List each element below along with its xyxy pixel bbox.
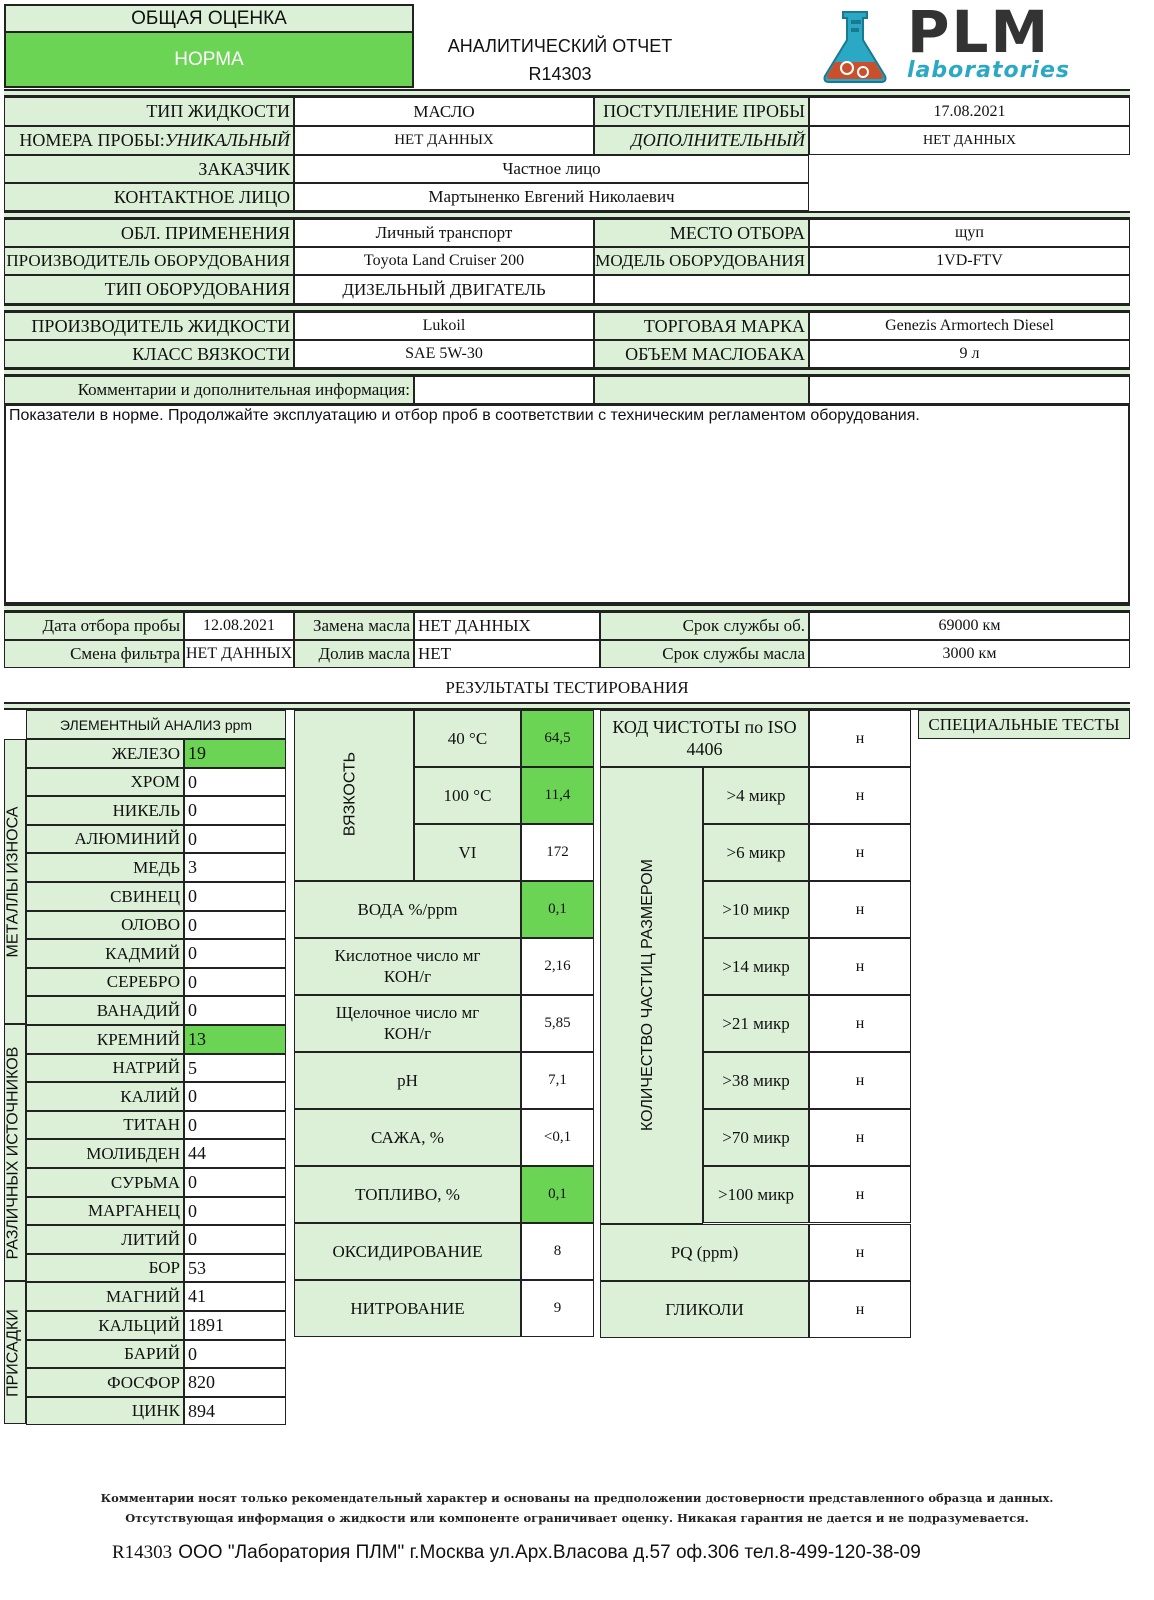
iso-code-label: КОД ЧИСТОТЫ по ISO 4406 xyxy=(600,710,809,767)
comments-label: Комментарии и дополнительная информация: xyxy=(4,376,414,404)
particle-count-value: н xyxy=(809,881,911,938)
element-name: НИКЕЛЬ xyxy=(26,796,184,825)
particle-count-value: н xyxy=(809,1166,911,1223)
oil-life-value: 3000 км xyxy=(809,640,1130,668)
sample-numbers-label-text: НОМЕРА ПРОБЫ: xyxy=(19,130,165,150)
footer-company: ООО "Лаборатория ПЛМ" г.Москва ул.Арх.Власова д.57 оф.306 тел.8-499-120-38-09 xyxy=(178,1542,921,1563)
tank-volume-label: ОБЪЕМ МАСЛОБАКА xyxy=(594,340,809,368)
comments-box xyxy=(4,404,1130,604)
brand-label: ТОРГОВАЯ МАРКА xyxy=(594,312,809,340)
oxidation-label: ОКСИДИРОВАНИЕ xyxy=(294,1223,521,1280)
tbn-value: 5,85 xyxy=(521,995,594,1052)
tank-volume-value: 9 л xyxy=(809,340,1130,368)
brand-value: Genezis Armortech Diesel xyxy=(809,312,1130,340)
element-value: 0 xyxy=(184,1111,286,1139)
received-label: ПОСТУПЛЕНИЕ ПРОБЫ xyxy=(594,97,809,126)
element-name: СУРЬМА xyxy=(26,1168,184,1197)
element-name: СЕРЕБРО xyxy=(26,968,184,996)
particle-size-label: >21 микр xyxy=(703,995,809,1052)
element-value: 894 xyxy=(184,1397,286,1425)
oxidation-value: 8 xyxy=(521,1223,594,1280)
fluid-type-value: МАСЛО xyxy=(294,97,594,126)
topup-value: НЕТ xyxy=(414,640,600,668)
received-value: 17.08.2021 xyxy=(809,97,1130,126)
particle-count-value: н xyxy=(809,824,911,881)
comments-text: Показатели в норме. Продолжайте эксплуатацию и отбор проб в соответствии с техническим регламентом оборудования. xyxy=(9,407,920,424)
element-name: ЖЕЛЕЗО xyxy=(26,739,184,768)
group-various-sources-label: РАЗЛИЧНЫХ ИСТОЧНИКОВ xyxy=(4,1046,22,1260)
particle-size-label: >100 микр xyxy=(703,1166,809,1223)
viscosity-class-value: SAE 5W-30 xyxy=(294,340,594,368)
glycol-label: ГЛИКОЛИ xyxy=(600,1281,809,1338)
viscosity-class-label: КЛАСС ВЯЗКОСТИ xyxy=(4,340,294,368)
element-value: 5 xyxy=(184,1054,286,1082)
element-name: КАЛЬЦИЙ xyxy=(26,1311,184,1340)
element-value: 44 xyxy=(184,1139,286,1168)
sampling-point-value: щуп xyxy=(809,219,1130,247)
footer-note-2: Отсутствующая информация о жидкости или компоненте ограничивает оценку. Никакая гарантия не дается и не подразумевается. xyxy=(125,1511,1029,1525)
element-value: 0 xyxy=(184,1168,286,1197)
water-label: ВОДА %/ppm xyxy=(294,881,521,938)
element-name: ХРОМ xyxy=(26,768,184,796)
filter-change-value: НЕТ ДАННЫХ xyxy=(184,640,294,668)
element-value: 0 xyxy=(184,1340,286,1368)
element-value: 0 xyxy=(184,882,286,911)
particle-size-label: >70 микр xyxy=(703,1109,809,1166)
element-name: МАГНИЙ xyxy=(26,1282,184,1311)
sampling-point-label: МЕСТО ОТБОРА xyxy=(594,219,809,247)
ph-label: pH xyxy=(294,1052,521,1109)
fluid-producer-label: ПРОИЗВОДИТЕЛЬ ЖИДКОСТИ xyxy=(4,312,294,340)
ph-value: 7,1 xyxy=(521,1052,594,1109)
v100-label: 100 °C xyxy=(414,767,521,824)
element-name: СВИНЕЦ xyxy=(26,882,184,911)
element-name: ВАНАДИЙ xyxy=(26,996,184,1025)
element-value: 0 xyxy=(184,911,286,939)
element-name: БАРИЙ xyxy=(26,1340,184,1368)
soot-value: <0,1 xyxy=(521,1109,594,1166)
equipment-life-label: Срок службы об. xyxy=(600,612,809,640)
footer-report-number: R14303 xyxy=(112,1542,173,1563)
additional-number-value: НЕТ ДАННЫХ xyxy=(809,126,1130,155)
element-name: БОР xyxy=(26,1254,184,1282)
customer-value: Частное лицо xyxy=(294,155,809,183)
soot-label: САЖА, % xyxy=(294,1109,521,1166)
fluid-producer-value: Lukoil xyxy=(294,312,594,340)
element-name: КРЕМНИЙ xyxy=(26,1025,184,1054)
v100-value: 11,4 xyxy=(521,767,594,824)
additional-number-label: ДОПОЛНИТЕЛЬНЫЙ xyxy=(594,126,809,155)
element-name: КАДМИЙ xyxy=(26,939,184,968)
oil-change-label: Замена масла xyxy=(294,612,414,640)
element-value: 53 xyxy=(184,1254,286,1282)
element-name: АЛЮМИНИЙ xyxy=(26,825,184,853)
iso-code-value: н xyxy=(809,710,911,767)
particle-count-value: н xyxy=(809,938,911,995)
equipment-manufacturer-value: Toyota Land Cruiser 200 xyxy=(294,247,594,275)
particle-size-label: >4 микр xyxy=(703,767,809,824)
equipment-type-label: ТИП ОБОРУДОВАНИЯ xyxy=(4,275,294,304)
group-additives-label: ПРИСАДКИ xyxy=(4,1309,22,1397)
element-value: 0 xyxy=(184,796,286,825)
v40-value: 64,5 xyxy=(521,710,594,767)
flask-gear-icon xyxy=(815,6,900,86)
tan-value: 2,16 xyxy=(521,938,594,995)
application-label: ОБЛ. ПРИМЕНЕНИЯ xyxy=(4,219,294,247)
equipment-model-value: 1VD-FTV xyxy=(809,247,1130,275)
topup-label: Долив масла xyxy=(294,640,414,668)
particle-count-group-label: КОЛИЧЕСТВО ЧАСТИЦ РАЗМЕРОМ xyxy=(639,859,656,1131)
vi-value: 172 xyxy=(521,824,594,881)
tbn-label: Щелочное число мг КОН/г xyxy=(294,995,521,1052)
sample-date-value: 12.08.2021 xyxy=(184,612,294,640)
unique-number-value: НЕТ ДАННЫХ xyxy=(294,126,594,155)
report-title: АНАЛИТИЧЕСКИЙ ОТЧЕТ xyxy=(447,36,673,56)
viscosity-group-label: ВЯЗКОСТЬ xyxy=(341,751,359,837)
element-name: ОЛОВО xyxy=(26,911,184,939)
special-tests-label: СПЕЦИАЛЬНЫЕ ТЕСТЫ xyxy=(918,710,1130,739)
element-value: 41 xyxy=(184,1282,286,1311)
logo-text-plm: PLM xyxy=(907,0,1051,66)
particle-count-value: н xyxy=(809,767,911,824)
element-name: ЛИТИЙ xyxy=(26,1225,184,1254)
tan-label: Кислотное число мг КОН/г xyxy=(294,938,521,995)
contact-value: Мартыненко Евгений Николаевич xyxy=(294,183,809,211)
particle-size-label: >14 микр xyxy=(703,938,809,995)
contact-label: КОНТАКТНОЕ ЛИЦО xyxy=(4,183,294,211)
elements-title: ЭЛЕМЕНТНЫЙ АНАЛИЗ ppm xyxy=(26,710,286,739)
sample-date-label: Дата отбора пробы xyxy=(4,612,184,640)
element-name: МАРГАНЕЦ xyxy=(26,1197,184,1225)
element-value: 0 xyxy=(184,1225,286,1254)
plm-logo xyxy=(815,0,1120,86)
element-name: ФОСФОР xyxy=(26,1368,184,1397)
customer-label: ЗАКАЗЧИК xyxy=(4,155,294,183)
group-wear-metals-label: МЕТАЛЛЫ ИЗНОСА xyxy=(4,806,22,958)
logo-text-laboratories: laboratories xyxy=(907,58,1070,83)
particle-size-label: >10 микр xyxy=(703,881,809,938)
sample-numbers-label xyxy=(4,126,294,155)
sample-numbers-label-unique: УНИКАЛЬНЫЙ xyxy=(164,130,290,150)
vi-label: VI xyxy=(414,824,521,881)
equipment-life-value: 69000 км xyxy=(809,612,1130,640)
element-value: 820 xyxy=(184,1368,286,1397)
element-value: 13 xyxy=(184,1025,286,1054)
water-value: 0,1 xyxy=(521,881,594,938)
application-value: Личный транспорт xyxy=(294,219,594,247)
particle-size-label: >38 микр xyxy=(703,1052,809,1109)
element-name: МОЛИБДЕН xyxy=(26,1139,184,1168)
element-value: 0 xyxy=(184,996,286,1025)
particle-count-value: н xyxy=(809,1052,911,1109)
nitration-label: НИТРОВАНИЕ xyxy=(294,1280,521,1337)
oil-life-label: Срок службы масла xyxy=(600,640,809,668)
element-name: НАТРИЙ xyxy=(26,1054,184,1082)
element-value: 3 xyxy=(184,853,286,882)
filter-change-label: Смена фильтра xyxy=(4,640,184,668)
fluid-type-label: ТИП ЖИДКОСТИ xyxy=(4,97,294,126)
report-number: R14303 xyxy=(528,64,592,84)
element-value: 0 xyxy=(184,768,286,796)
element-value: 0 xyxy=(184,1197,286,1225)
footer-company-line xyxy=(112,1541,1072,1564)
equipment-manufacturer-label: ПРОИЗВОДИТЕЛЬ ОБОРУДОВАНИЯ xyxy=(4,247,294,275)
pq-label: PQ (ppm) xyxy=(600,1224,809,1281)
element-name: ЦИНК xyxy=(26,1397,184,1425)
particle-size-label: >6 микр xyxy=(703,824,809,881)
element-value: 1891 xyxy=(184,1311,286,1340)
particle-count-value: н xyxy=(809,1109,911,1166)
element-value: 19 xyxy=(184,739,286,768)
oil-change-value: НЕТ ДАННЫХ xyxy=(414,612,600,640)
element-value: 0 xyxy=(184,939,286,968)
element-value: 0 xyxy=(184,968,286,996)
nitration-value: 9 xyxy=(521,1280,594,1337)
overall-assessment-value: НОРМА xyxy=(4,32,414,88)
equipment-type-value: ДИЗЕЛЬНЫЙ ДВИГАТЕЛЬ xyxy=(294,275,594,304)
element-value: 0 xyxy=(184,825,286,853)
glycol-value: н xyxy=(809,1281,911,1338)
particle-count-value: н xyxy=(809,995,911,1052)
fuel-label: ТОПЛИВО, % xyxy=(294,1166,521,1223)
element-name: ТИТАН xyxy=(26,1111,184,1139)
overall-assessment-label: ОБЩАЯ ОЦЕНКА xyxy=(4,4,414,32)
equipment-model-label: МОДЕЛЬ ОБОРУДОВАНИЯ xyxy=(594,247,809,275)
pq-value: н xyxy=(809,1224,911,1281)
element-value: 0 xyxy=(184,1082,286,1111)
footer-note-1: Комментарии носят только рекомендательный характер и основаны на предположении достоверности представленного образца и данных. xyxy=(100,1491,1054,1505)
fuel-value: 0,1 xyxy=(521,1166,594,1223)
element-name: КАЛИЙ xyxy=(26,1082,184,1111)
results-title: РЕЗУЛЬТАТЫ ТЕСТИРОВАНИЯ xyxy=(445,678,689,697)
element-name: МЕДЬ xyxy=(26,853,184,882)
v40-label: 40 °C xyxy=(414,710,521,767)
